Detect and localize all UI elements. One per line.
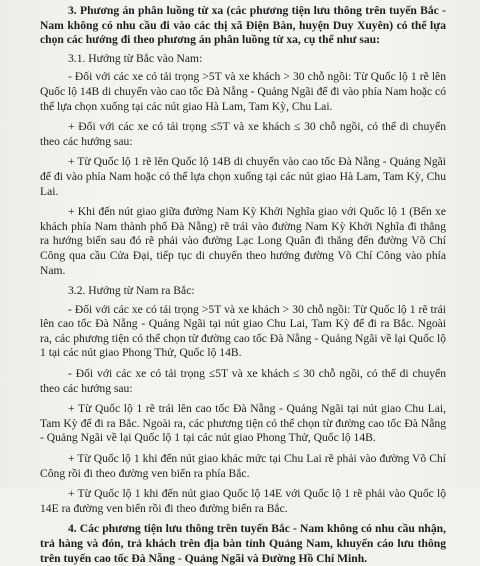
paragraph-3-1-light-vehicles: + Đối với các xe có tải trọng ≤5T và xe khách ≤ 30 chỗ ngồi, có thể di chuyển theo các hướng sau: (40, 120, 446, 148)
paragraph-3-2-route-14e: + Từ Quốc lộ 1 khi đến nút giao Quốc lộ 14E với Quốc lộ 1 rẽ phải vào Quốc lộ 14E ra đường ven biển rồi đi theo đường biển ra Bắc. (40, 487, 446, 515)
paragraph-3-2-light-vehicles: - Đối với các xe có tải trọng ≤5T và xe khách ≤ 30 chỗ ngồi, có thể di chuyển theo các hướng sau: (40, 367, 446, 395)
paragraph-3-2-route-vo-chi-cong: + Từ Quốc lộ 1 khi đến nút giao khác mức tại Chu Lai rẽ phải vào đường Võ Chí Công rồi đi theo đường ven biển ra phía Bắc. (40, 452, 446, 480)
paragraph-3-2-route-expressway: + Từ Quốc lộ 1 rẽ trái lên cao tốc Đà Nẵng - Quảng Ngãi tại nút giao Chu Lai, Tam Kỳ để đi ra Bắc. Ngoài ra, các phương tiện có thể chọn từ đường cao tốc Đà Nẵng - Quảng Ngãi về lại Quốc lộ 1 tại các nút giao Phong Thử, Quốc lộ 14B. (40, 402, 446, 445)
paragraph-3-1-heavy-vehicles: - Đối với các xe có tải trọng >5T và xe khách > 30 chỗ ngồi: Từ Quốc lộ 1 rẽ lên Quốc lộ 14B di chuyển vào cao tốc Đà Nẵng - Quảng Ngãi để đi vào phía Nam hoặc có thể lựa chọn xuống tại các nút giao Hà Lam, Tam Kỳ, Chu Lai. (40, 70, 446, 113)
section-3-heading: 3. Phương án phân luồng từ xa (các phương tiện lưu thông trên tuyến Bắc - Nam không có nhu cầu đi vào các thị xã Điện Bàn, huyện Duy Xuyên) có thể lựa chọn các hướng đi theo phương án phân luồng từ xa, cụ thể như sau: (40, 4, 446, 47)
subsection-3-1-title: 3.1. Hướng từ Bắc vào Nam: (68, 51, 203, 65)
paragraph-3-1-route-14b: + Từ Quốc lộ 1 rẽ lên Quốc lộ 14B di chuyển vào cao tốc Đà Nẵng - Quảng Ngãi để đi vào phía Nam hoặc có thể lựa chọn xuống tại các nút giao Hà Lam, Tam Kỳ, Chu Lai. (40, 155, 446, 198)
paragraph-3-1-route-coastal: + Khi đến nút giao giữa đường Nam Kỳ Khởi Nghĩa giao với Quốc lộ 1 (Bến xe khách phía Nam thành phố Đà Nẵng) rẽ trái vào đường Nam Kỳ Khởi Nghĩa đi thẳng ra hướng biển sau đó rẽ phải vào đường Lạc Long Quân đi thẳng đến đường Võ Chí Công qua cầu Cửa Đại, tiếp tục di chuyển theo hướng đường Võ Chí Công vào phía Nam. (40, 205, 446, 277)
section-4-heading: 4. Các phương tiện lưu thông trên tuyến Bắc - Nam không có nhu cầu nhận, trả hàng và đón, trả khách trên địa bàn tỉnh Quảng Nam, khuyến cáo lưu thông trên tuyến cao tốc Đà Nẵng - Quảng Ngãi và Đường Hồ Chí Minh. (40, 522, 446, 565)
paragraph-3-2-heavy-vehicles: - Đối với các xe có tải trọng >5T và xe khách > 30 chỗ ngồi: Từ Quốc lộ 1 rẽ trái lên cao tốc Đà Nẵng - Quảng Ngãi tại nút giao Chu Lai, Tam Kỳ để đi ra Bắc. Ngoài ra, các phương tiện có thể chọn từ đường cao tốc Đà Nẵng - Quảng Ngãi về lại Quốc lộ 1 tại các nút giao Phong Thử, Quốc lộ 14B. (40, 302, 446, 360)
subsection-3-2-title: 3.2. Hướng từ Nam ra Bắc: (68, 284, 195, 298)
